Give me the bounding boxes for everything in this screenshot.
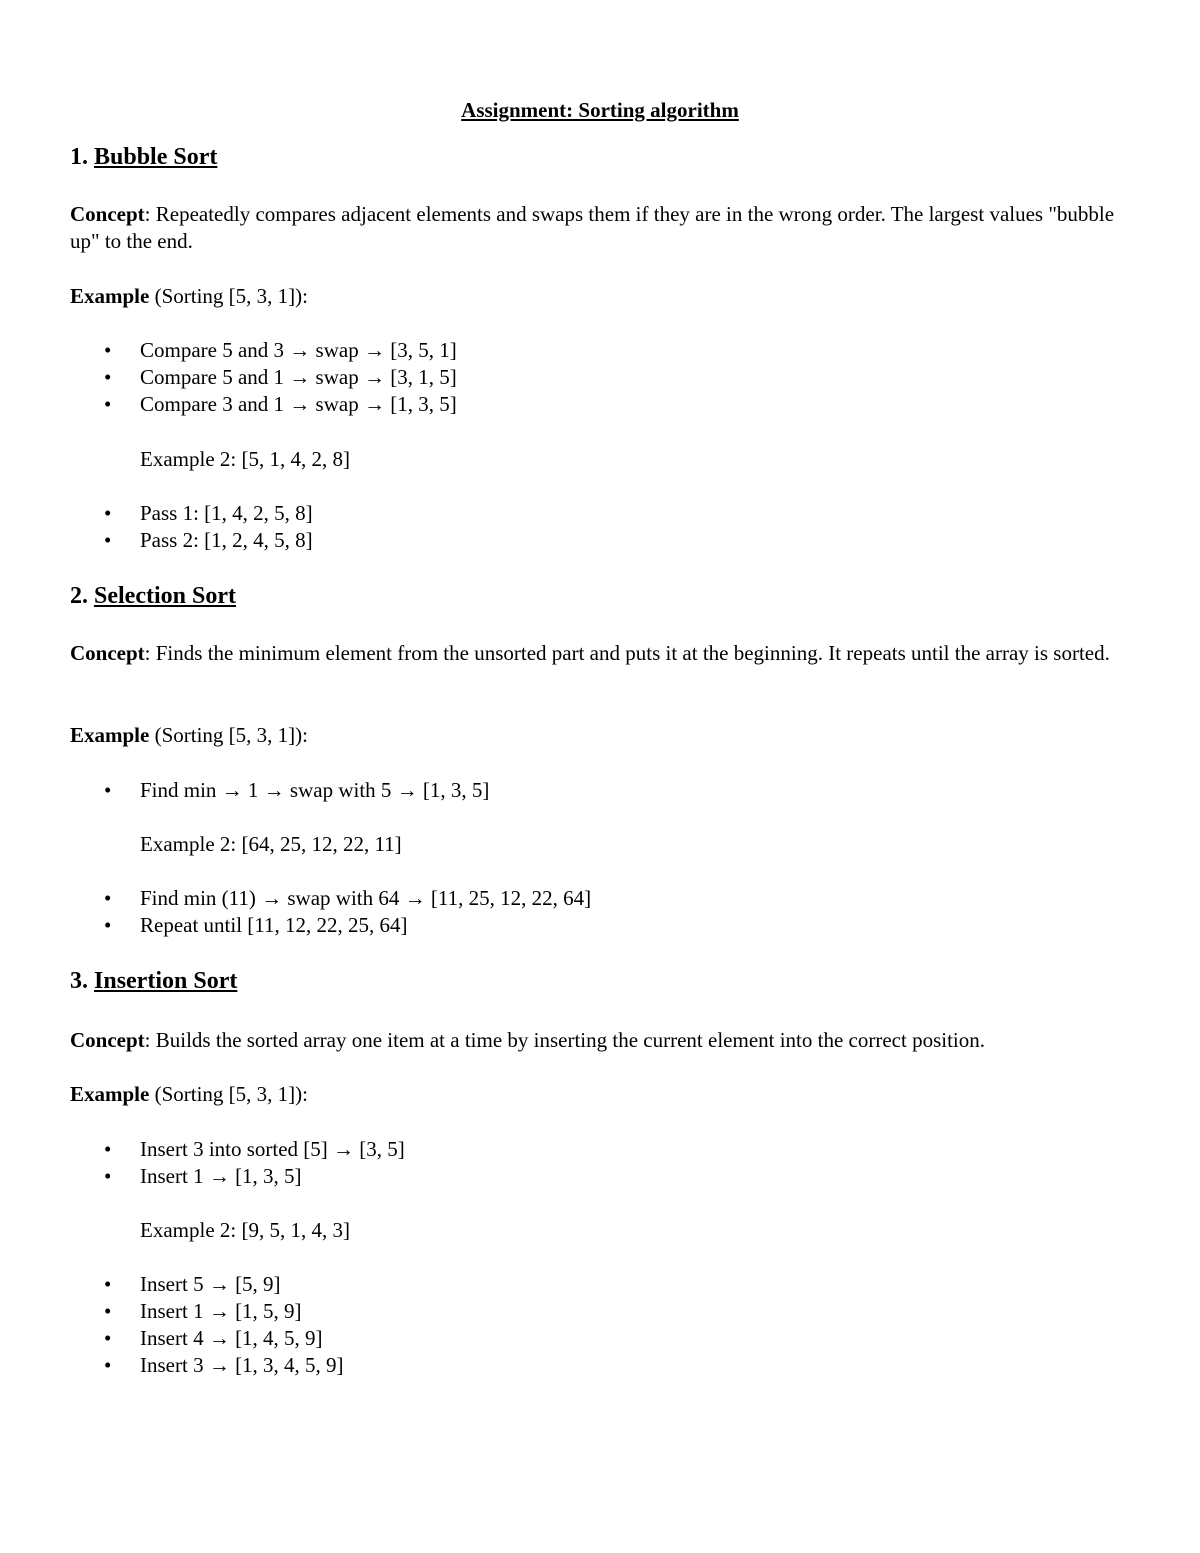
bullet-icon: • <box>104 1164 112 1188</box>
list-item: Insert 3 → [1, 3, 4, 5, 9] <box>140 1353 344 1377</box>
list-item: Compare 3 and 1 → swap → [1, 3, 5] <box>140 392 457 416</box>
list-item: Insert 1 → [1, 3, 5] <box>140 1164 302 1188</box>
concept-text: : Finds the minimum element from the unsorted part and puts it at the beginning. It repeats until the array is sorted. <box>144 641 1110 665</box>
list-item: Pass 1: [1, 4, 2, 5, 8] <box>140 501 313 525</box>
concept-paragraph-selection-sort <box>70 640 1130 667</box>
example-label: Example <box>70 1082 150 1106</box>
list-item: Find min → 1 → swap with 5 → [1, 3, 5] <box>140 778 490 802</box>
concept-label: Concept <box>70 202 145 226</box>
bullet-icon: • <box>104 365 112 389</box>
list-item: Compare 5 and 3 → swap → [3, 5, 1] <box>140 338 457 362</box>
bullet-icon: • <box>104 913 112 937</box>
concept-label: Concept <box>70 641 145 665</box>
list-item: Insert 4 → [1, 4, 5, 9] <box>140 1326 323 1350</box>
concept-text: : Builds the sorted array one item at a time by inserting the current element into the correct position. <box>144 1028 986 1052</box>
bullet-icon: • <box>104 501 112 525</box>
bullet-icon: • <box>104 1326 112 1350</box>
section-number: 1. <box>70 144 88 170</box>
list-item: Find min (11) → swap with 64 → [11, 25, 12, 22, 64] <box>140 886 592 910</box>
bullet-icon: • <box>104 528 112 552</box>
bullet-icon: • <box>104 338 112 362</box>
example-text: (Sorting [5, 3, 1]): <box>149 1082 308 1106</box>
section-heading-insertion-sort <box>70 968 237 995</box>
example-2-insertion-sort: Example 2: [9, 5, 1, 4, 3] <box>140 1218 350 1242</box>
example-text: (Sorting [5, 3, 1]): <box>149 284 308 308</box>
concept-label: Concept <box>70 1028 145 1052</box>
section-number: 3. <box>70 968 88 994</box>
example-line-bubble-sort <box>70 283 1130 310</box>
list-item: Insert 5 → [5, 9] <box>140 1272 281 1296</box>
example-line-insertion-sort <box>70 1081 1130 1108</box>
bullet-icon: • <box>104 1299 112 1323</box>
bullet-icon: • <box>104 1353 112 1377</box>
bullet-icon: • <box>104 1272 112 1296</box>
section-number: 2. <box>70 583 88 609</box>
example-label: Example <box>70 723 150 747</box>
list-item: Pass 2: [1, 2, 4, 5, 8] <box>140 528 313 552</box>
concept-text: : Repeatedly compares adjacent elements and swaps them if they are in the wrong order. The largest values "bubble up" to the end. <box>70 202 1115 253</box>
bullet-icon: • <box>104 778 112 802</box>
concept-paragraph-insertion-sort <box>70 1027 1130 1054</box>
section-name: Bubble Sort <box>94 144 218 170</box>
concept-paragraph-bubble-sort <box>70 201 1130 255</box>
example-text: (Sorting [5, 3, 1]): <box>149 723 308 747</box>
list-item: Insert 3 into sorted [5] → [3, 5] <box>140 1137 405 1161</box>
bullet-icon: • <box>104 1137 112 1161</box>
bullet-icon: • <box>104 392 112 416</box>
example-2-bubble-sort: Example 2: [5, 1, 4, 2, 8] <box>140 447 350 471</box>
section-heading-bubble-sort <box>70 144 217 171</box>
section-name: Selection Sort <box>94 583 236 609</box>
bullet-icon: • <box>104 886 112 910</box>
list-item: Repeat until [11, 12, 22, 25, 64] <box>140 913 408 937</box>
section-heading-selection-sort <box>70 583 236 610</box>
example-label: Example <box>70 284 150 308</box>
section-name: Insertion Sort <box>94 968 238 994</box>
list-item: Compare 5 and 1 → swap → [3, 1, 5] <box>140 365 457 389</box>
document-title: Assignment: Sorting algorithm <box>461 98 739 122</box>
example-line-selection-sort <box>70 722 1130 749</box>
list-item: Insert 1 → [1, 5, 9] <box>140 1299 302 1323</box>
example-2-selection-sort: Example 2: [64, 25, 12, 22, 11] <box>140 832 402 856</box>
